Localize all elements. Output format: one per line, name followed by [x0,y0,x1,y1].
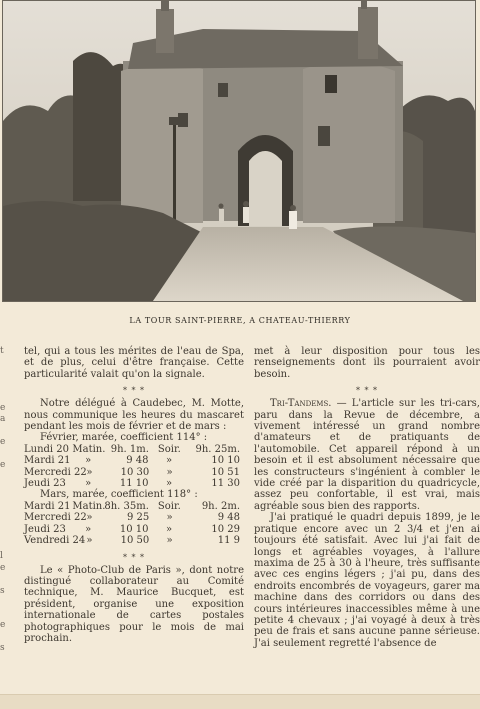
edge-fragment: l [0,551,3,562]
tide-cell: 10 50 [120,535,150,547]
tide-cell: » [165,478,173,490]
tide-cell: Soir. [157,443,181,455]
section-separator: * * * [122,386,146,396]
mar-table-intro: Mars, marée, coefficient 118° : [40,489,198,501]
edge-fragment [0,597,12,608]
mar-tide-table [24,501,244,547]
tide-row [24,512,244,523]
tide-cell: Matin. [72,443,106,455]
tide-cell: Jeudi 23 [24,523,66,535]
edge-fragment [0,665,12,676]
edge-fragment [0,392,12,403]
section-separator: * * * [355,386,379,396]
tide-cell: » [165,523,173,535]
tide-row [24,467,244,478]
tide-cell: » [85,478,92,490]
edge-fragment: e [0,619,6,630]
photo-caption: LA TOUR SAINT-PIERRE, A CHATEAU-THIERRY [129,316,351,325]
paragraph-tri-tandems [254,398,480,512]
tide-cell: Soir. [157,500,181,512]
edge-fragment: s [0,585,5,596]
edge-fragment: t [0,346,4,356]
tide-cell: Vendredi 24 [24,535,86,547]
tide-cell: » [86,535,93,547]
tide-cell: Mardi 21 [24,455,71,467]
tide-cell: 9h. 1m. [110,443,149,455]
section-separator: * * * [122,552,146,562]
edge-fragment: e [0,437,6,448]
tide-cell: 9h. 25m. [195,443,240,455]
tide-cell: » [166,535,173,547]
tide-cell: » [85,523,92,535]
feb-table-intro: Février, marée, coefficient 114° : [40,432,208,444]
tide-cell: 10 51 [211,466,240,478]
paragraph-photo-club: Le « Photo-Club de Paris », dont notre distingué collaborateur au Comité technique, M. Maurice Bucquet, est président, organise une exposition internationale de cartes postales photographiques pour le mois de mai prochain. [24,564,244,644]
feb-tide-table [24,444,244,490]
edge-fragment [0,574,12,585]
tide-row [24,455,244,466]
edge-fragment [0,654,12,665]
edge-fragment: a [0,414,6,425]
paragraph-spa: tel, qui a tous les mérites de l'eau de Spa, et de plus, celui d'être française. Cette particularité valait qu'on la signale. [24,346,244,380]
edge-fragment [0,517,12,528]
edge-fragment: e [0,562,6,573]
edge-fragment [0,483,12,494]
tide-row [24,535,244,546]
tide-cell: 10 29 [211,523,240,535]
tide-cell: » [166,512,173,524]
edge-fragment [0,494,12,505]
tide-cell: 9 48 [217,512,240,524]
tide-cell: 11 9 [217,535,240,547]
tide-cell: Mardi 21 [24,500,71,512]
tide-cell: 10 10 [119,523,149,535]
tide-cell: 11 10 [119,478,149,490]
edge-fragment [0,380,12,391]
tide-cell: Mercredi 22 [24,512,87,524]
section-heading-tri-tandems: Tri-Tandems. [270,398,332,410]
tide-cell: Matin. [72,500,106,512]
left-column [24,346,244,644]
edge-fragment [0,529,12,540]
tide-row [24,444,244,455]
tide-cell: Jeudi 23 [24,478,66,490]
edge-fragment [0,471,12,482]
tide-cell: » [85,455,92,467]
tide-row [24,501,244,512]
tide-cell: 10 10 [211,455,240,467]
edge-fragment [0,540,12,551]
tide-cell: 9 48 [126,455,149,467]
paragraph-mascaret: Notre délégué à Caudebec, M. Motte, nous communique les heures du mascaret pendant les mois de février et de mars : [24,398,244,433]
edge-fragment [0,631,12,642]
tide-cell: » [86,512,93,524]
paragraph-renseignements: met à leur disposition pour tous les renseignements dont ils pourraient avoir besoin. [254,346,480,380]
edge-fragment [0,608,12,619]
edge-fragment [0,449,12,460]
edge-fragment: e [0,460,6,471]
tide-cell: Lundi 20 [24,443,70,455]
tide-cell: » [165,455,173,467]
tide-cell: » [166,466,173,478]
edge-fragment [0,357,12,368]
photo-tour-saint-pierre [2,0,476,302]
left-edge-fragments [0,346,12,677]
tri-tandems-text: — L'article sur les tri-cars, paru dans la Revue de décembre, a vivement intéressé un grand nombre d'amateurs et de pratiquants de l'automobile. Cet appareil répond à un besoin et il est absolument nécessaire que les constructeurs s'ingénient à combler le vide créé par la disparition du quadricycle, assez peu confortable, il est vrai, mais agréable sous bien des rapports. [254,398,480,512]
tide-cell: 9 25 [126,512,150,524]
tide-row [24,524,244,535]
photo-illustration [3,1,475,301]
tide-row [24,478,244,489]
tide-cell: » [86,466,93,478]
tide-cell: 11 30 [211,478,240,490]
tide-cell: 8h. 35m. [104,500,149,512]
edge-fragment: s [0,642,5,653]
edge-fragment [0,369,12,380]
edge-fragment: e [0,403,6,414]
right-column [254,346,480,649]
edge-fragment [0,426,12,437]
edge-fragment [0,506,12,517]
tide-cell: Mercredi 22 [24,466,87,478]
tide-cell: 9h. 2m. [201,500,240,512]
page-bottom-strip [0,694,480,709]
paragraph-quadri: J'ai pratiqué le quadri depuis 1899, je le pratique encore avec un 2 3/4 et j'en ai toujours été satisfait. Avec lui j'ai fait de longs et agréables voyages, à l'allure maxima de 25 à 30 à l'heure, très suffisante avec ces engins légers ; j'ai pu, dans des endroits encombrés de voyageurs, garer ma machine dans des corridors ou dans des cours intérieures inaccessibles même à une petite 4 chevaux ; j'ai voyagé à deux à très peu de frais et sans aucune panne sérieuse. J'ai seulement regretté l'absence de [254,512,480,649]
tide-cell: 10 30 [120,466,150,478]
